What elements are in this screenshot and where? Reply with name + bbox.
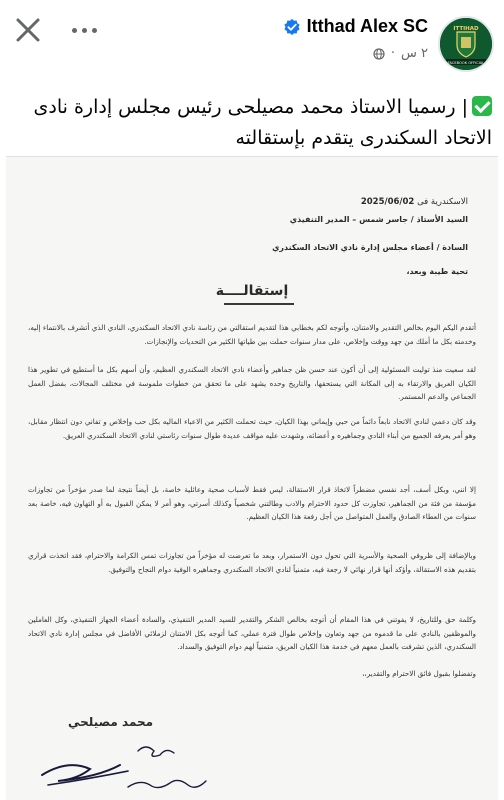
more-dot-icon	[72, 28, 77, 33]
title-underline	[224, 303, 294, 305]
avatar-label-top: ITTIHAD	[453, 26, 479, 32]
more-options-button[interactable]	[72, 22, 108, 38]
avatar-label-bottom: FACEBOOK OFFICIAL	[447, 60, 485, 65]
letter-greeting: تحية طيبة وبعد،	[406, 267, 468, 276]
letter-paragraph: إلا انني، وبكل أسف، أجد نفسي مضطراً لاتخاذ قرار الاستقالة، ليس فقط لأسباب صحية وعائلية خاصة، بل أيضاً نتيجة لما صدر مؤخراً من تجاوزات مؤسفة من فئة من الجماهير، تجاوزت كل حدود الاحترام والادب وطالتني شخصياً وكذلك أسرتي، وهو أمر لا يمكن القبول به أو التهاون فيه، خاصة بعد سنوات من العطاء الصادق والعمل المتواصل من أجل رفعة هذا الكيان العظيم.	[28, 485, 476, 521]
resignation-letter-image[interactable]	[6, 156, 498, 800]
handwritten-signature-icon	[28, 729, 228, 800]
post-time[interactable]: ٢ س	[401, 46, 428, 61]
page-name-link[interactable]	[283, 16, 428, 37]
post-meta	[373, 46, 428, 61]
close-icon	[12, 14, 44, 46]
post-header	[0, 0, 504, 80]
club-logo-icon	[440, 18, 492, 70]
verified-badge-icon	[283, 18, 301, 36]
letter-paragraph: وكلمة حق وللتاريخ، لا يفوتني في هذا المقام أن أتوجه بخالص الشكر والتقدير للسيد المدير التنفيذي، والسادة أعضاء الجهاز التنفيذي، وكل العاملين والموظفين بالنادي على ما قدموه من جهد وتعاون وإخلاص طوال فترة عملي، كما أتوجه بكل الامتنان لزملائي الأفاضل في مجلس إدارة نادي الاتحاد السكندري، الذين تشرفت بالعمل معهم في خدمة هذا الكيان العريق، متمنياً لهم دوام التوفيق والسداد.	[28, 615, 476, 651]
letter-date-prefix: الاسكندرية فى	[417, 197, 468, 207]
caption-line-2: الاتحاد السكندرى يتقدم بإستقالته	[235, 127, 492, 149]
more-dot-icon	[82, 28, 87, 33]
signer-name: محمد مصيلحي	[68, 715, 154, 729]
meta-separator: ·	[390, 46, 395, 61]
post-caption: | رسميا الاستاذ محمد مصيلحى رئيس مجلس إدارة نادى الاتحاد السكندرى يتقدم بإستقالته	[10, 92, 492, 154]
check-mark-icon	[472, 96, 492, 116]
caption-line-1: رسميا الاستاذ محمد مصيلحى رئيس مجلس إدارة نادى	[33, 96, 456, 118]
letter-paragraph: لقد سعيت منذ توليت المسئولية إلى أن أكون عند حسن ظن جماهير وأعضاء نادي الاتحاد السكندري العظيم، وأن أسهم بكل ما أستطيع في تطوير هذا الكيان العريق والارتقاء به إلى المكانة التي يستحقها، والتاريخ وحده يشهد على ما تحقق من خطوات ملموسة في مختلف المجالات، بفضل العمل الجماعي والدعم المستمر.	[28, 365, 476, 401]
letter-recipient-1: السيد الأستاذ / جاسر شمس – المدير التنفيذي	[289, 215, 468, 224]
more-dot-icon	[92, 28, 97, 33]
letter-recipient-2: السادة / أعضاء مجلس إدارة نادي الاتحاد السكندري	[272, 243, 468, 252]
letter-date: 2025/06/02	[360, 197, 415, 207]
page-avatar[interactable]	[438, 16, 494, 72]
letter-closing: وتفضلوا بقبول فائق الاحترام والتقدير،،	[362, 669, 476, 678]
page-name: Itthad Alex SC	[306, 16, 428, 36]
letter-paragraph: أتقدم اليكم اليوم بخالص التقدير والامتنان، وأتوجه لكم بخطابي هذا لتقديم استقالتي من رئاسة نادي الاتحاد السكندري، النادي الذي أتشرف بالانتماء إليه، وخدمته بكل ما أملك من جهد ووقت وإخلاص، على مدار سنوات حملت بين طياتها الكثير من التحديات والإنجازات.	[28, 323, 476, 346]
letter-paragraph: وقد كان دعمي لنادي الاتحاد نابعاً دائماً من حبي وإيماني بهذا الكيان، حيث تحملت الكثير من الاعباء الماليه بكل حب وإخلاص و تفاني دون انتظار مقابل، وهو أمر يعرفه الجميع من أبناء النادي وجماهيره و أعضائه، وشهدت عليه مواقف عديدة طوال سنوات رئاستي لنادي الاتحاد السكندري العريق.	[28, 417, 476, 440]
letter-date-line	[361, 197, 468, 207]
globe-icon	[373, 48, 385, 60]
letter-title: إستقالــــة	[215, 283, 289, 299]
close-button[interactable]	[12, 14, 44, 46]
letter-paragraph: وبالإضافة إلى ظروفي الصحية والأسرية التي تحول دون الاستمرار، وبعد ما تعرضت له مؤخراً من تجاوزات تمس الكرامة والاحترام، فقد اتخذت قراري بتقديم هذه الاستقالة، وأؤكد أنها قرار نهائي لا رجعة فيه، متمنياً لنادي الاتحاد السكندري وجماهيره الوفية دوام النجاح والتوفيق.	[28, 551, 476, 574]
